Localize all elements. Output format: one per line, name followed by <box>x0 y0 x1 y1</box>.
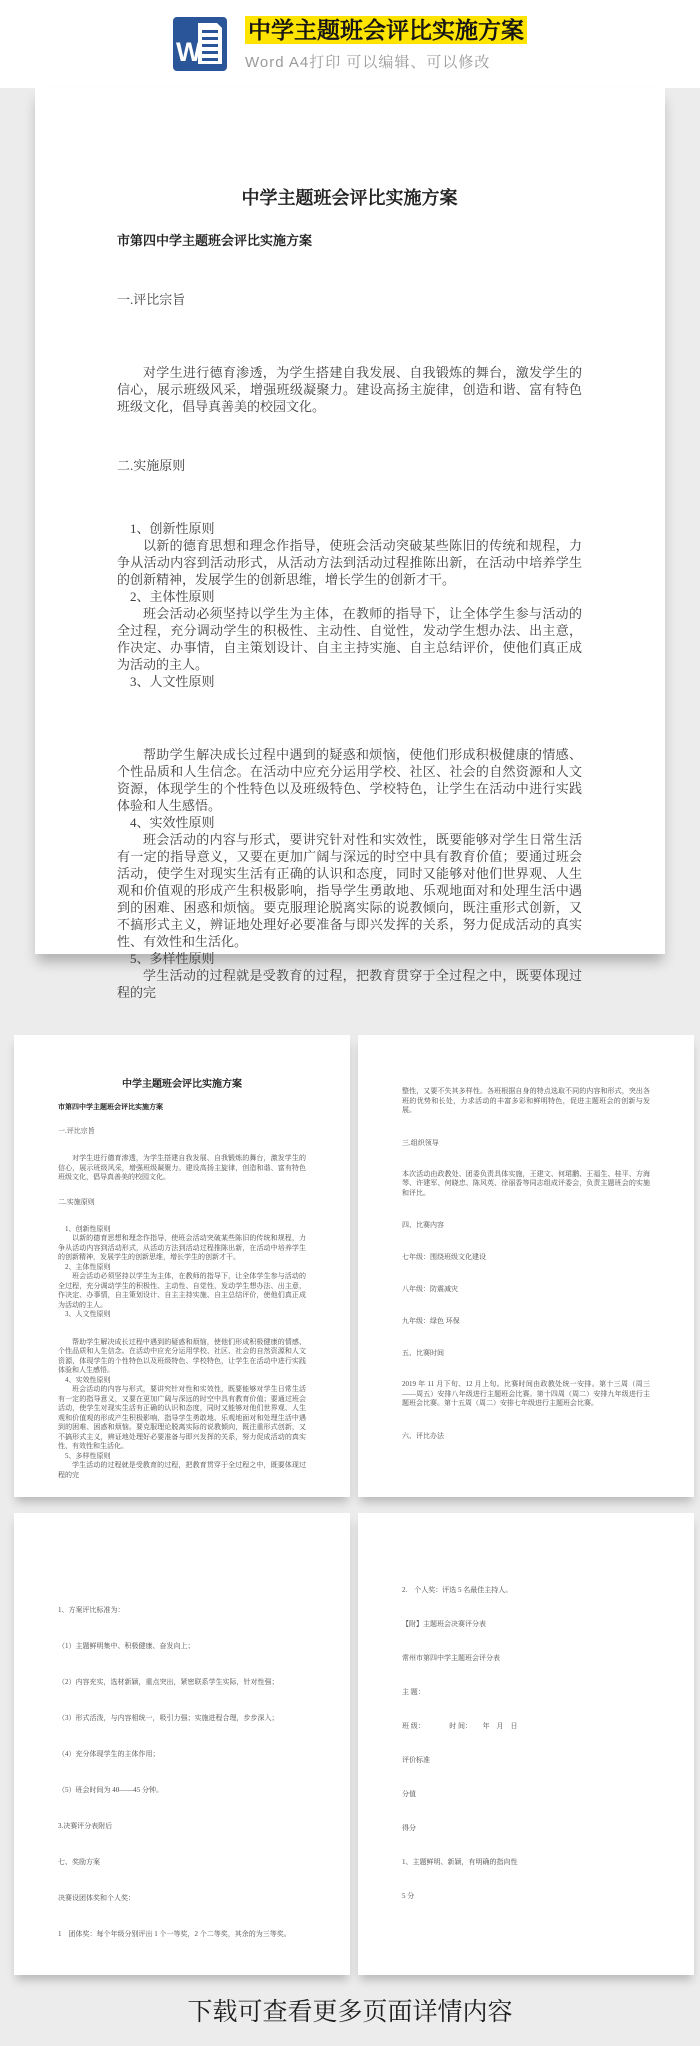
page-thumbnail-1[interactable] <box>14 1035 350 1497</box>
doc-h-block: 一.评比宗旨 <box>117 292 186 307</box>
page-thumbnail-3[interactable] <box>14 1513 350 1975</box>
doc-line-block: 评价标准 <box>402 1756 430 1764</box>
doc-num-block: 3、人文性原则 <box>130 674 215 689</box>
doc-num-block: 1、创新性原则 <box>65 1224 111 1233</box>
doc-num-block: 2、主体性原则 <box>65 1262 111 1271</box>
doc-pg-block: 帮助学生解决成长过程中遇到的疑惑和烦恼，使他们形成积极健康的情感、个性品质和人生信念。在活动中应充分运用学校、社区、社会的自然资源和人文资源，体现学生的个性特色以及班级特色、学校特色，让学生在活动中进行实践体验和人生感悟。 <box>117 747 582 813</box>
doc-line-block: 七年级：围绕班级文化建设 <box>402 1253 486 1261</box>
doc-line-block: （1）主题鲜明集中、积极健康、奋发向上； <box>58 1642 195 1650</box>
doc-num-block: 1、创新性原则 <box>130 521 215 536</box>
document-subtitle: Word A4打印 可以编辑、可以修改 <box>245 53 491 71</box>
doc-h-block: 四、比赛内容 <box>402 1221 444 1229</box>
doc-bold-block: 市第四中学主题班会评比实施方案 <box>58 1103 163 1111</box>
doc-line-block: （5）班会时间为 40——45 分钟。 <box>58 1786 163 1794</box>
doc-p-block: 班会活动必须坚持以学生为主体，在教师的指导下，让全体学生参与活动的全过程，充分调动学生的积极性、主动性、自觉性，发动学生想办法、出主意，作决定、办事情，自主策划设计、自主主持实施、自主总结评价，使他们真正成为活动的主人。 <box>58 1272 306 1309</box>
doc-line-block: 1、方案评比标准为： <box>58 1606 125 1614</box>
doc-cont-block: 整性，又要不失其多样性。各班根据自身的特点选取不同的内容和形式，突出各班的优势和长处，力求活动的丰富多彩和鲜明特色，促进主题班会的创新与发展。 <box>402 1087 650 1114</box>
doc-num-block: 4、实效性原则 <box>65 1375 111 1384</box>
doc-line-block: 常州市第四中学主题班会评分表 <box>402 1654 500 1662</box>
doc-h-block: 二.实施原则 <box>117 458 186 473</box>
page-thumbnail-2[interactable] <box>358 1035 694 1497</box>
doc-line-block: 3.决赛评分表附后 <box>58 1822 113 1830</box>
doc-line-block: 【附】主题班会决赛评分表 <box>402 1620 486 1628</box>
doc-line-block: 九年级：绿色 环保 <box>402 1317 460 1325</box>
doc-line-block: （2）内容充实，选材新颖，重点突出，紧密联系学生实际，针对性强； <box>58 1678 279 1686</box>
doc-p-block: 班会活动必须坚持以学生为主体，在教师的指导下，让全体学生参与活动的全过程，充分调动学生的积极性、主动性、自觉性，发动学生想办法、出主意，作决定、办事情，自主策划设计、自主主持实施、自主总结评价，使他们真正成为活动的主人。 <box>117 606 582 672</box>
doc-line-block: 1 团体奖：每个年级分别评出 1 个一等奖，2 个二等奖，其余的为三等奖。 <box>58 1930 291 1938</box>
doc-p-block: 学生活动的过程就是受教育的过程，把教育贯穿于全过程之中，既要体现过程的完 <box>58 1461 306 1479</box>
doc-line-block: 主 题： <box>402 1688 425 1696</box>
doc-h-block: 六、评比办法 <box>402 1431 444 1440</box>
doc-line-block: 得分 <box>402 1824 416 1832</box>
doc-p-block: 班会活动的内容与形式，要讲究针对性和实效性，既要能够对学生日常生活有一定的指导意义，又要在更加广阔与深远的时空中具有教育价值；要通过班会活动，使学生对现实生活有正确的认识和态度，同时又能够对他们世界观、人生观和价值观的形成产生积极影响，指导学生勇敢地、乐观地面对和处理生活中遇到的困难、困惑和烦恼。要克服理论脱离实际的说教倾向，既注重形式创新，又不搞形式主义，辨证地处理好必要准备与即兴发挥的关系，努力促成活动的真实性、有效性和生活化。 <box>58 1385 306 1450</box>
doc-num-block: 2、主体性原则 <box>130 589 215 604</box>
header <box>0 0 700 88</box>
doc-line-block: 决赛设团体奖和个人奖： <box>58 1894 135 1902</box>
doc-num-block: 5、多样性原则 <box>65 1451 111 1460</box>
doc-line-block: 5 分 <box>402 1892 415 1900</box>
doc-h-block: 五、比赛时间 <box>402 1349 444 1357</box>
doc-line-block: 八年级：防震减灾 <box>402 1285 458 1293</box>
doc-h-block: 一.评比宗旨 <box>58 1127 95 1135</box>
highlighted-title-text: 中学主题班会评比实施方案 <box>245 16 527 44</box>
doc-title-block: 中学主题班会评比实施方案 <box>241 188 458 208</box>
doc-line-block: 班 级： 时 间： 年 月 日 <box>402 1722 518 1730</box>
page-thumbnail-4[interactable] <box>358 1513 694 1975</box>
svg-text:W: W <box>176 37 202 67</box>
doc-pg-block: 对学生进行德育渗透，为学生搭建自我发展、自我锻炼的舞台，激发学生的信心，展示班级风采，增强班级凝聚力。建设高扬主旋律，创造和谐、富有特色班级文化，倡导真善美的校园文化。 <box>58 1154 306 1181</box>
doc-cont-block: 2019 年 11 月下旬、12 月上旬。比赛时间由政教处统一安排。第十三周（周三——周五）安排八年级进行主题班会比赛。第十四周（周二）安排九年级进行主题班会比赛。第十五周（周二）安排七年级进行主题班会比赛。 <box>402 1380 650 1407</box>
thumbnail-grid <box>14 1035 694 1975</box>
doc-num-block: 5、多样性原则 <box>130 951 215 966</box>
doc-bold-block: 市第四中学主题班会评比实施方案 <box>117 233 313 248</box>
doc-p-block: 学生活动的过程就是受教育的过程，把教育贯穿于全过程之中，既要体现过程的完 <box>117 968 582 1000</box>
doc-num-block: 3、人文性原则 <box>65 1310 111 1318</box>
doc-pg-block: 对学生进行德育渗透，为学生搭建自我发展、自我锻炼的舞台，激发学生的信心，展示班级风采，增强班级凝聚力。建设高扬主旋律，创造和谐、富有特色班级文化，倡导真善美的校园文化。 <box>117 365 582 414</box>
doc-cont-block: 本次活动由政教处、团委负责具体实施，王建文、何珺鹏、王福生、桂平、方海琴、许建军、何晓忠、陈风英、徐丽香等同志组成评委会，负责主题班会的实施和评比。 <box>402 1169 650 1197</box>
download-hint: 下载可查看更多页面详情内容 <box>187 1998 513 2026</box>
doc-line-block: 七、奖励方案 <box>58 1858 100 1866</box>
doc-p-block: 班会活动的内容与形式，要讲究针对性和实效性，既要能够对学生日常生活有一定的指导意义，又要在更加广阔与深远的时空中具有教育价值；要通过班会活动，使学生对现实生活有正确的认识和态度，同时又能够对他们世界观、人生观和价值观的形成产生积极影响，指导学生勇敢地、乐观地面对和处理生活中遇到的困难、困惑和烦恼。要克服理论脱离实际的说教倾向，既注重形式创新，又不搞形式主义，辨证地处理好必要准备与即兴发挥的关系，努力促成活动的真实性、有效性和生活化。 <box>117 832 582 949</box>
doc-title-block: 中学主题班会评比实施方案 <box>122 1079 242 1090</box>
doc-line-block: （3）形式活泼，与内容相统一，吸引力强；实施进程合理，步步深入； <box>58 1714 279 1722</box>
doc-p-block: 以新的德育思想和理念作指导，使班会活动突破某些陈旧的传统和规程，力争从活动内容到活动形式，从活动方法到活动过程推陈出新，在活动中培养学生的创新精神，发展学生的创新思维，增长学生的创新才干。 <box>117 538 582 587</box>
document-page-preview[interactable] <box>35 88 665 1000</box>
doc-pg-block: 帮助学生解决成长过程中遇到的疑惑和烦恼，使他们形成积极健康的情感、个性品质和人生信念。在活动中应充分运用学校、社区、社会的自然资源和人文资源，体现学生的个性特色以及班级特色、学校特色，让学生在活动中进行实践体验和人生感悟。 <box>58 1337 306 1374</box>
doc-num-block: 4、实效性原则 <box>130 815 215 830</box>
header-text <box>245 17 527 72</box>
doc-p-block: 以新的德育思想和理念作指导，使班会活动突破某些陈旧的传统和规程，力争从活动内容到活动形式，从活动方法到活动过程推陈出新，在活动中培养学生的创新精神，发展学生的创新思维，增长学生的创新才干。 <box>58 1234 306 1261</box>
document-title <box>245 17 527 44</box>
doc-line-block: 分值 <box>402 1790 416 1798</box>
doc-h-block: 二.实施原则 <box>58 1197 95 1206</box>
word-icon <box>173 17 227 71</box>
doc-h-block: 三.组织领导 <box>402 1138 439 1147</box>
doc-line-block: （4）充分体现学生的主体作用； <box>58 1750 160 1758</box>
doc-line-block: 1、主题鲜明、新颖，有明确的指向性 <box>402 1858 518 1866</box>
doc-line-block: 2. 个人奖：评选 5 名最佳主持人。 <box>402 1586 513 1594</box>
